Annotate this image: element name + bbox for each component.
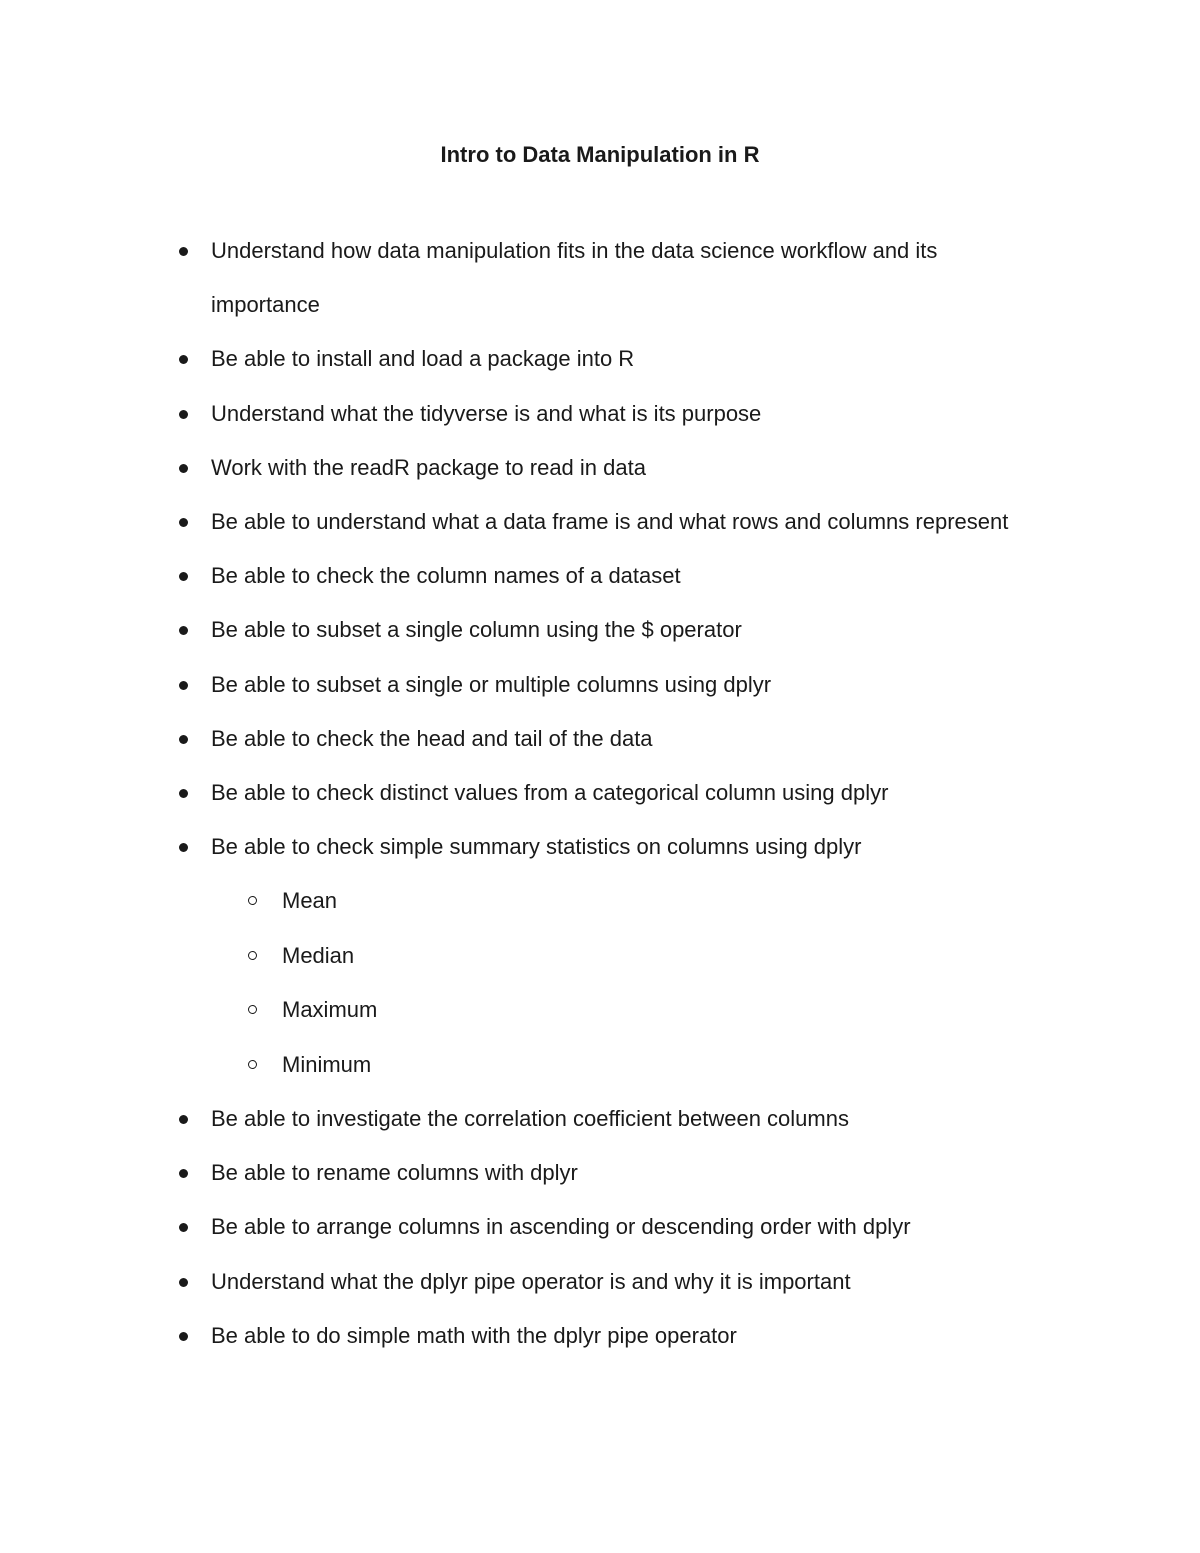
summary-stats-sublist bbox=[0, 874, 1200, 1092]
list-item bbox=[0, 441, 1200, 495]
list-item bbox=[0, 820, 1200, 874]
list-item bbox=[0, 387, 1200, 441]
list-item-text: Be able to do simple math with the dplyr pipe operator bbox=[211, 1322, 737, 1348]
list-item bbox=[0, 332, 1200, 386]
list-item-text: Be able to subset a single or multiple columns using dplyr bbox=[211, 671, 772, 697]
sub-list-container bbox=[0, 874, 1200, 1092]
list-item bbox=[0, 766, 1200, 820]
bullet-icon bbox=[179, 572, 188, 581]
bullet-icon bbox=[179, 1115, 188, 1124]
list-item bbox=[0, 603, 1200, 657]
bullet-icon bbox=[179, 355, 188, 364]
bullet-icon bbox=[179, 626, 188, 635]
list-item bbox=[0, 549, 1200, 603]
sub-list-item-text: Maximum bbox=[282, 997, 378, 1023]
list-item-text: Be able to check simple summary statistics on columns using dplyr bbox=[211, 834, 862, 860]
sub-list-item-text: Median bbox=[282, 942, 355, 968]
objectives-list bbox=[0, 224, 1200, 1363]
sub-list-item bbox=[0, 983, 1200, 1037]
list-item-text: Be able to check the column names of a dataset bbox=[211, 563, 681, 589]
list-item-text: Be able to check the head and tail of the data bbox=[211, 725, 653, 751]
bullet-icon bbox=[179, 247, 188, 256]
hollow-bullet-icon bbox=[248, 1060, 257, 1069]
list-item-text: Be able to rename columns with dplyr bbox=[211, 1160, 578, 1186]
list-item bbox=[0, 712, 1200, 766]
list-item-text: Be able to arrange columns in ascending or descending order with dplyr bbox=[211, 1214, 911, 1240]
list-item-text: Understand what the dplyr pipe operator is and why it is important bbox=[211, 1268, 851, 1294]
list-item-text: Be able to subset a single column using the $ operator bbox=[211, 617, 742, 643]
bullet-icon bbox=[179, 1278, 188, 1287]
bullet-icon bbox=[179, 464, 188, 473]
list-item-text: Be able to install and load a package into R bbox=[211, 346, 635, 372]
bullet-icon bbox=[179, 518, 188, 527]
list-item bbox=[0, 658, 1200, 712]
list-item-text: Work with the readR package to read in data bbox=[211, 454, 646, 480]
hollow-bullet-icon bbox=[248, 896, 257, 905]
sub-list-item bbox=[0, 874, 1200, 928]
bullet-icon bbox=[179, 843, 188, 852]
list-item-text: Be able to check distinct values from a categorical column using dplyr bbox=[211, 780, 889, 806]
list-item bbox=[0, 495, 1200, 549]
bullet-icon bbox=[179, 681, 188, 690]
bullet-icon bbox=[179, 789, 188, 798]
bullet-icon bbox=[179, 410, 188, 419]
bullet-icon bbox=[179, 1169, 188, 1178]
sub-list-item-text: Mean bbox=[282, 888, 338, 914]
list-item bbox=[0, 1146, 1200, 1200]
list-item bbox=[0, 224, 1200, 332]
sub-list-item bbox=[0, 1038, 1200, 1092]
list-item-text: Be able to investigate the correlation coefficient between columns bbox=[211, 1106, 849, 1132]
sub-list-item-text: Minimum bbox=[282, 1051, 372, 1077]
list-item bbox=[0, 1309, 1200, 1363]
list-item bbox=[0, 1092, 1200, 1146]
list-item bbox=[0, 1255, 1200, 1309]
list-item-text: Understand what the tidyverse is and what is its purpose bbox=[211, 400, 762, 426]
page-title: Intro to Data Manipulation in R bbox=[440, 142, 760, 167]
bullet-icon bbox=[179, 1223, 188, 1232]
bullet-icon bbox=[179, 735, 188, 744]
hollow-bullet-icon bbox=[248, 1005, 257, 1014]
list-item bbox=[0, 1200, 1200, 1254]
list-item-text: Be able to understand what a data frame is and what rows and columns represent bbox=[211, 509, 1009, 535]
list-item-text: Understand how data manipulation fits in the data science workflow and its importance bbox=[211, 238, 938, 318]
sub-list-item bbox=[0, 929, 1200, 983]
bullet-icon bbox=[179, 1332, 188, 1341]
hollow-bullet-icon bbox=[248, 951, 257, 960]
